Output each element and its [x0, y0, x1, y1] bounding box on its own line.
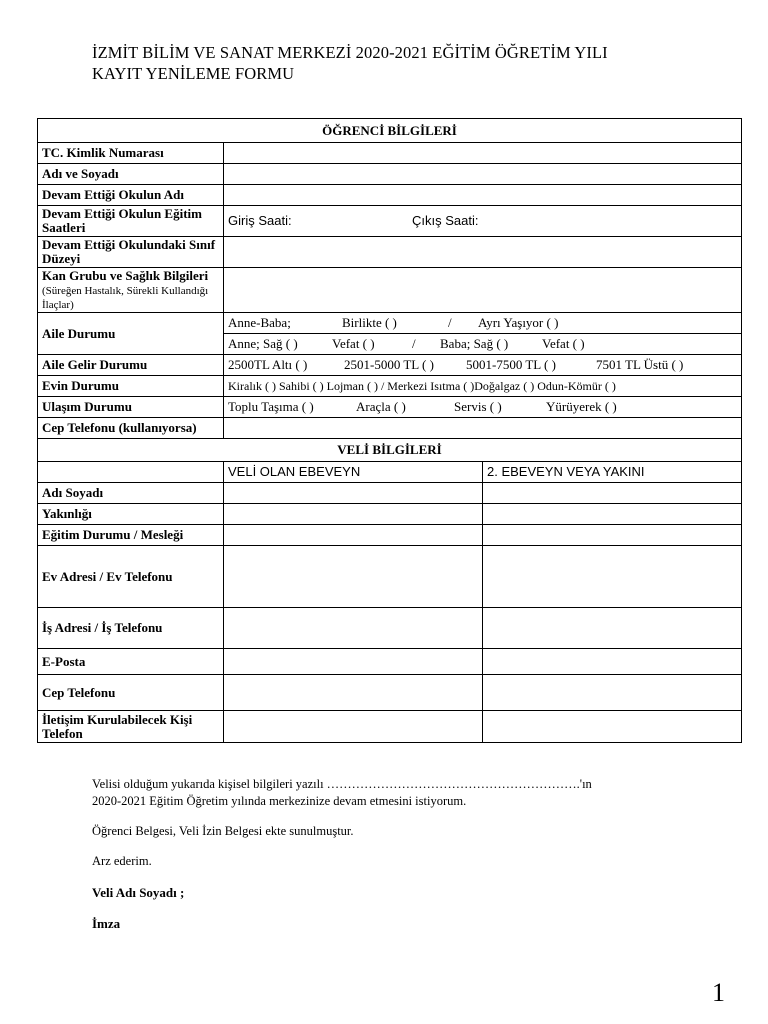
- hours-label: Devam Ettiği Okulun Eğitim Saatleri: [38, 206, 224, 237]
- health-field[interactable]: [224, 268, 742, 313]
- grade-field[interactable]: [224, 237, 742, 268]
- health-note: (Süreğen Hastalık, Sürekli Kullandığı İlaçlar): [42, 285, 209, 311]
- parent1-home-address-field[interactable]: [224, 546, 483, 608]
- transport-options[interactable]: [224, 397, 742, 418]
- parent-education-label: Eğitim Durumu / Mesleği: [38, 525, 224, 546]
- form-title: [92, 42, 608, 84]
- parent-relation-label: Yakınlığı: [38, 504, 224, 525]
- school-field[interactable]: [224, 185, 742, 206]
- income-option-1[interactable]: 2500TL Altı ( ): [228, 357, 308, 372]
- attachments-text: Öğrenci Belgesi, Veli İzin Belgesi ekte sunulmuştur.: [92, 824, 354, 838]
- income-option-2[interactable]: 2501-5000 TL ( ): [344, 357, 434, 372]
- mother-deceased-option[interactable]: Vefat ( ): [332, 336, 375, 351]
- income-option-3[interactable]: 5001-7500 TL ( ): [466, 357, 556, 372]
- name-field[interactable]: [224, 164, 742, 185]
- family-row1-prefix: Anne-Baba;: [228, 315, 291, 330]
- income-option-4[interactable]: 7501 TL Üstü ( ): [596, 357, 684, 372]
- hours-out-label: Çıkış Saati:: [412, 213, 479, 228]
- mother-alive-option[interactable]: Anne; Sağ ( ): [228, 336, 298, 351]
- parent2-email-field[interactable]: [483, 649, 742, 675]
- transport-service-option[interactable]: Servis ( ): [454, 399, 502, 414]
- parent-col1-header: VELİ OLAN EBEVEYN: [224, 462, 483, 483]
- home-options[interactable]: Kiralık ( ) Sahibi ( ) Lojman ( ) / Merkezi Isıtma ( )Doğalgaz ( ) Odun-Kömür ( ): [224, 376, 742, 397]
- statement-paragraph: [92, 776, 592, 810]
- statement-line-2: 2020-2021 Eğitim Öğretim yılında merkezinize devam etmesini istiyorum.: [92, 794, 467, 808]
- family-row-2[interactable]: [224, 334, 742, 355]
- contact-person-label: İletişim Kurulabilecek Kişi Telefon: [38, 711, 224, 743]
- family-separator: /: [448, 315, 452, 330]
- family-row2-separator: /: [412, 336, 416, 351]
- title-line-1: İZMİT BİLİM VE SANAT MERKEZİ 2020-2021 EĞİTİM ÖĞRETİM YILI: [92, 43, 608, 62]
- parent-phone-label: Cep Telefonu: [38, 675, 224, 711]
- closing-text: Arz ederim.: [92, 854, 152, 868]
- registration-form-table: [37, 118, 742, 743]
- transport-walk-option[interactable]: Yürüyerek ( ): [546, 399, 617, 414]
- family-together-option[interactable]: Birlikte ( ): [342, 315, 397, 330]
- grade-label: Devam Ettiği Okulundaki Sınıf Düzeyi: [38, 237, 224, 268]
- title-line-2: KAYIT YENİLEME FORMU: [92, 64, 295, 83]
- parent1-work-address-field[interactable]: [224, 608, 483, 649]
- parent2-home-address-field[interactable]: [483, 546, 742, 608]
- father-alive-option[interactable]: Baba; Sağ ( ): [440, 336, 509, 351]
- transport-label: Ulaşım Durumu: [38, 397, 224, 418]
- family-separate-option[interactable]: Ayrı Yaşıyor ( ): [478, 315, 559, 330]
- parent1-relation-field[interactable]: [224, 504, 483, 525]
- parent1-education-field[interactable]: [224, 525, 483, 546]
- transport-car-option[interactable]: Araçla ( ): [356, 399, 406, 414]
- parent1-email-field[interactable]: [224, 649, 483, 675]
- parent2-contact-field[interactable]: [483, 711, 742, 743]
- parent-name-signature-label: Veli Adı Soyadı ;: [92, 885, 185, 900]
- health-label: [38, 268, 224, 313]
- school-label: Devam Ettiği Okulun Adı: [38, 185, 224, 206]
- family-label: Aile Durumu: [38, 313, 224, 355]
- parent2-phone-field[interactable]: [483, 675, 742, 711]
- transport-public-option[interactable]: Toplu Taşıma ( ): [228, 399, 314, 414]
- parent2-relation-field[interactable]: [483, 504, 742, 525]
- page-number: 1: [712, 978, 725, 1007]
- parent-email-label: E-Posta: [38, 649, 224, 675]
- parent-name-label: Adı Soyadı: [38, 483, 224, 504]
- parent1-name-field[interactable]: [224, 483, 483, 504]
- parent-header-empty: [38, 462, 224, 483]
- parent-home-address-label: Ev Adresi / Ev Telefonu: [38, 546, 224, 608]
- hours-field[interactable]: [224, 206, 742, 237]
- name-label: Adı ve Soyadı: [38, 164, 224, 185]
- income-options[interactable]: [224, 355, 742, 376]
- parent-col2-header: 2. EBEVEYN VEYA YAKINI: [483, 462, 742, 483]
- income-label: Aile Gelir Durumu: [38, 355, 224, 376]
- parent2-name-field[interactable]: [483, 483, 742, 504]
- parent2-education-field[interactable]: [483, 525, 742, 546]
- statement-line-1: Velisi olduğum yukarıda kişisel bilgileri yazılı …………………………………………………….'ın: [92, 777, 592, 791]
- signature-label: İmza: [92, 916, 121, 931]
- tc-field[interactable]: [224, 143, 742, 164]
- parent1-contact-field[interactable]: [224, 711, 483, 743]
- parent-section-title: VELİ BİLGİLERİ: [38, 439, 742, 462]
- father-deceased-option[interactable]: Vefat ( ): [542, 336, 585, 351]
- parent2-work-address-field[interactable]: [483, 608, 742, 649]
- student-phone-label: Cep Telefonu (kullanıyorsa): [38, 418, 224, 439]
- parent1-phone-field[interactable]: [224, 675, 483, 711]
- hours-in-label: Giriş Saati:: [228, 213, 292, 228]
- health-label-text: Kan Grubu ve Sağlık Bilgileri: [42, 268, 209, 283]
- home-label: Evin Durumu: [38, 376, 224, 397]
- parent-work-address-label: İş Adresi / İş Telefonu: [38, 608, 224, 649]
- tc-label: TC. Kimlik Numarası: [38, 143, 224, 164]
- student-phone-field[interactable]: [224, 418, 742, 439]
- student-section-title: ÖĞRENCİ BİLGİLERİ: [38, 119, 742, 143]
- family-row-1[interactable]: [224, 313, 742, 334]
